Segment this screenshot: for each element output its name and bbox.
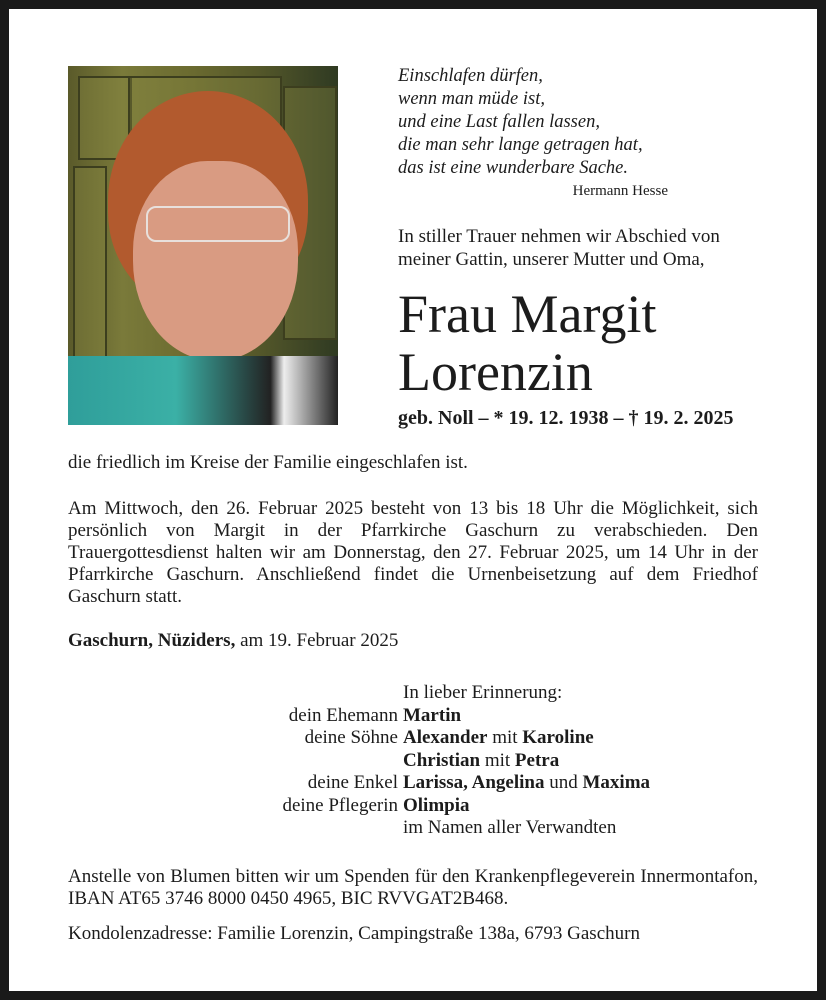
connector: mit bbox=[487, 727, 523, 748]
quote-line: wenn man müde ist, bbox=[398, 89, 545, 109]
birth-death-dates: geb. Noll – * 19. 12. 1938 – † 19. 2. 2025 bbox=[398, 407, 734, 429]
family-row bbox=[68, 705, 650, 728]
member-name: Petra bbox=[514, 749, 560, 771]
quote-author: Hermann Hesse bbox=[572, 183, 668, 199]
member-name: Maxima bbox=[582, 772, 651, 793]
family-list bbox=[68, 682, 650, 840]
member-name: Larissa, Angelina bbox=[403, 772, 545, 793]
after-name-text: die friedlich im Kreise der Familie eingeschlafen ist. bbox=[68, 452, 468, 473]
family-heading: In lieber Erinnerung: bbox=[403, 682, 563, 703]
family-row bbox=[68, 727, 650, 750]
member-name: Martin bbox=[403, 704, 462, 726]
portrait-photo bbox=[68, 66, 338, 425]
donation-text: Anstelle von Blumen bitten wir um Spenden für den Krankenpflegeverein Innermontafon, IBAN AT65 3746 8000 0450 4965, BIC RVVGAT2B468. bbox=[68, 866, 758, 909]
relation-label: deine Pflegerin bbox=[282, 794, 398, 816]
member-name: Olimpia bbox=[403, 794, 470, 816]
connector: mit bbox=[480, 749, 515, 771]
family-row bbox=[68, 795, 650, 818]
relation-label: deine Enkel bbox=[307, 772, 398, 793]
ceremony-text: Am Mittwoch, den 26. Februar 2025 besteht von 13 bis 18 Uhr die Möglichkeit, sich persönlich von Margit in der Pfarrkirche Gaschurn zu verabschieden. Den Trauergottesdienst halten wir am Donnerstag, den 27. Februar 2025, um 14 Uhr in der Pfarrkirche Gaschurn. Anschließend findet die Urnenbeisetzung auf dem Friedhof Gaschurn statt. bbox=[68, 498, 758, 607]
place: Gaschurn, Nüziders, bbox=[68, 630, 236, 651]
date: am 19. Februar 2025 bbox=[235, 630, 399, 651]
quote-line: die man sehr lange getragen hat, bbox=[398, 135, 643, 155]
family-footer: im Namen aller Verwandten bbox=[403, 817, 617, 838]
relation-label: deine Söhne bbox=[304, 727, 398, 748]
connector: und bbox=[544, 772, 583, 793]
relation-label: dein Ehemann bbox=[288, 704, 398, 726]
place-date bbox=[68, 630, 758, 652]
member-name: Alexander bbox=[403, 727, 488, 748]
intro-line: meiner Gattin, unserer Mutter und Oma, bbox=[398, 249, 705, 270]
deceased-name bbox=[398, 285, 656, 401]
member-name: Christian bbox=[403, 749, 481, 771]
quote bbox=[398, 65, 643, 180]
quote-line: Einschlafen dürfen, bbox=[398, 66, 543, 86]
name-line: Lorenzin bbox=[398, 342, 593, 402]
relation-label bbox=[68, 750, 403, 773]
intro-line: In stiller Trauer nehmen wir Abschied von bbox=[398, 226, 720, 247]
family-row bbox=[68, 772, 650, 795]
intro-text bbox=[398, 225, 720, 271]
obituary-page bbox=[9, 9, 817, 991]
condolence-address: Kondolenzadresse: Familie Lorenzin, Campingstraße 138a, 6793 Gaschurn bbox=[68, 923, 640, 944]
quote-line: und eine Last fallen lassen, bbox=[398, 112, 600, 132]
name-line: Frau Margit bbox=[398, 284, 657, 344]
family-row bbox=[68, 750, 650, 773]
quote-line: das ist eine wunderbare Sache. bbox=[398, 158, 629, 178]
member-name: Karoline bbox=[522, 727, 594, 748]
